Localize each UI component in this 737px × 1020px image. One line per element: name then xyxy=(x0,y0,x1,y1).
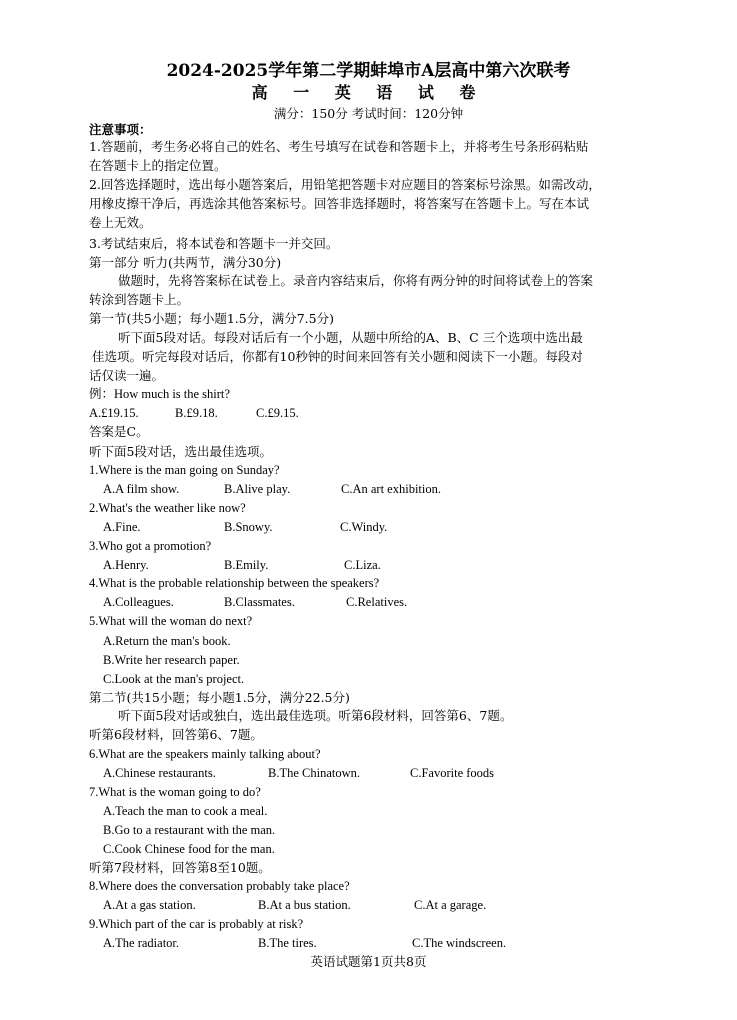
q8-option-a: A.At a gas station. xyxy=(103,898,196,912)
q1-option-c: C.An art exhibition. xyxy=(341,482,441,496)
example-answer: 答案是C。 xyxy=(89,424,149,439)
exam-subtitle: 高 一 英 语 试 卷 xyxy=(251,83,486,102)
q2-option-b: B.Snowy. xyxy=(224,520,273,534)
exam-title: 2024-2025学年第二学期蚌埠市A层高中第六次联考 xyxy=(166,61,571,81)
q3-option-c: C.Liza. xyxy=(344,558,381,572)
exam-meta: 满分：150分 考试时间：120分钟 xyxy=(273,106,464,121)
question-1: 1.Where is the man going on Sunday? xyxy=(89,463,280,477)
question-9: 9.Which part of the car is probably at risk? xyxy=(89,917,304,931)
q4-option-c: C.Relatives. xyxy=(346,595,408,609)
example-option-a: A.£19.15. xyxy=(89,406,139,420)
question-8: 8.Where does the conversation probably take place? xyxy=(89,879,350,893)
q6-option-c: C.Favorite foods xyxy=(410,766,495,780)
note-1-line-2: 在答题卡上的指定位置。 xyxy=(89,158,227,173)
part1-heading: 第一部分 听力(共两节，满分30分) xyxy=(89,255,282,270)
q3-option-b: B.Emily. xyxy=(224,558,269,572)
note-2-line-3: 卷上无效。 xyxy=(89,215,152,230)
q4-option-a: A.Colleagues. xyxy=(103,595,174,609)
example-option-b: B.£9.18. xyxy=(175,406,218,420)
q4-option-b: B.Classmates. xyxy=(224,595,295,609)
q1-option-a: A.A film show. xyxy=(103,482,180,496)
q2-option-a: A.Fine. xyxy=(103,520,141,534)
section1-intro-line-2: 佳选项。听完每段对话后，你都有10秒钟的时间来回答有关小题和阅读下一小题。每段对 xyxy=(92,349,583,364)
q7-option-a: A.Teach the man to cook a meal. xyxy=(103,804,268,818)
notes-heading: 注意事项： xyxy=(89,122,152,137)
q5-option-a: A.Return the man's book. xyxy=(103,634,231,648)
section2-heading: 第二节(共15小题；每小题1.5分，满分22.5分) xyxy=(89,690,350,705)
note-2-line-1: 2.回答选择题时，选出每小题答案后，用铅笔把答题卡对应题目的答案标号涂黑。如需改动， xyxy=(89,177,601,192)
q3-option-a: A.Henry. xyxy=(103,558,149,572)
question-5: 5.What will the woman do next? xyxy=(89,614,253,628)
q8-option-c: C.At a garage. xyxy=(414,898,487,912)
material-6-instruction: 听第6段材料，回答第6、7题。 xyxy=(89,727,263,742)
q6-option-a: A.Chinese restaurants. xyxy=(103,766,216,780)
section1-intro-line-3: 话仅读一遍。 xyxy=(89,368,165,383)
page-footer: 英语试题第1页共8页 xyxy=(310,954,427,969)
part1-intro-line-1: 做题时，先将答案标在试卷上。录音内容结束后，你将有两分钟的时间将试卷上的答案 xyxy=(118,273,594,288)
question-2: 2.What's the weather like now? xyxy=(89,501,246,515)
section1-intro-line-1: 听下面5段对话。每段对话后有一个小题，从题中所给的A、B、C 三个选项中选出最 xyxy=(118,330,583,345)
question-4: 4.What is the probable relationship between the speakers? xyxy=(89,576,380,590)
q9-option-a: A.The radiator. xyxy=(103,936,180,950)
q2-option-c: C.Windy. xyxy=(340,520,388,534)
q8-option-b: B.At a bus station. xyxy=(258,898,351,912)
q9-option-c: C.The windscreen. xyxy=(412,936,507,950)
q5-option-c: C.Look at the man's project. xyxy=(103,672,245,686)
question-7: 7.What is the woman going to do? xyxy=(89,785,261,799)
question-6: 6.What are the speakers mainly talking about? xyxy=(89,747,321,761)
material-7-instruction: 听第7段材料，回答第8至10题。 xyxy=(89,860,271,875)
q1-option-b: B.Alive play. xyxy=(224,482,291,496)
example-question: 例：How much is the shirt? xyxy=(89,387,230,401)
note-3: 3.考试结束后，将本试卷和答题卡一并交回。 xyxy=(89,236,339,251)
q7-option-b: B.Go to a restaurant with the man. xyxy=(103,823,276,837)
example-option-c: C.£9.15. xyxy=(256,406,299,420)
q7-option-c: C.Cook Chinese food for the man. xyxy=(103,842,275,856)
question-3: 3.Who got a promotion? xyxy=(89,539,212,553)
part1-intro-line-2: 转涂到答题卡上。 xyxy=(89,292,190,307)
q6-option-b: B.The Chinatown. xyxy=(268,766,361,780)
section1-instruction: 听下面5段对话，选出最佳选项。 xyxy=(89,444,272,459)
note-2-line-2: 用橡皮擦干净后，再选涂其他答案标号。回答非选择题时，将答案写在答题卡上。写在本试 xyxy=(89,196,590,211)
q9-option-b: B.The tires. xyxy=(258,936,317,950)
note-1-line-1: 1.答题前，考生务必将自己的姓名、考生号填写在试卷和答题卡上，并将考生号条形码粘贴 xyxy=(89,139,589,154)
q5-option-b: B.Write her research paper. xyxy=(103,653,240,667)
section1-heading: 第一节(共5小题；每小题1.5分，满分7.5分) xyxy=(89,311,334,326)
section2-intro: 听下面5段对话或独白，选出最佳选项。听第6段材料，回答第6、7题。 xyxy=(118,708,513,723)
